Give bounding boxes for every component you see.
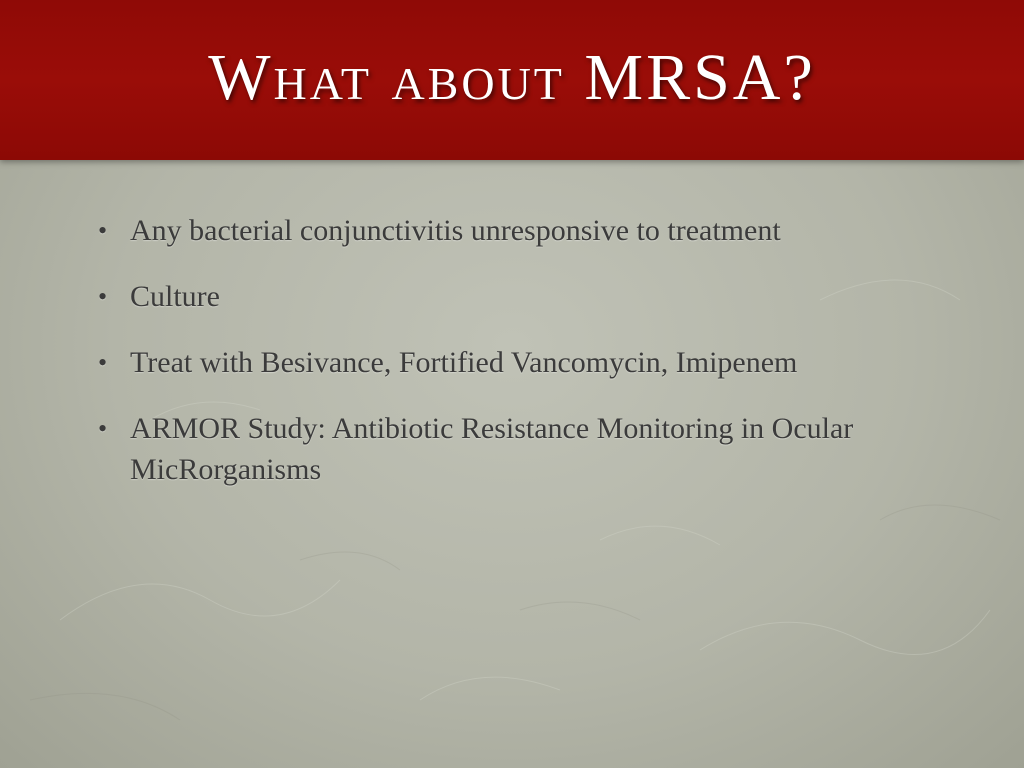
- bullet-list: [98, 210, 938, 515]
- bullet-text: Treat with Besivance, Fortified Vancomycin, Imipenem: [130, 346, 798, 379]
- bullet-text: Culture: [130, 280, 220, 313]
- bullet-text: Any bacterial conjunctivitis unresponsive to treatment: [130, 214, 781, 247]
- bullet-item: [98, 276, 938, 317]
- bullet-marker: •: [98, 216, 108, 245]
- bullet-item: [98, 408, 938, 490]
- bullet-item: [98, 210, 938, 251]
- bullet-item: [98, 342, 938, 383]
- title-band: [0, 0, 1024, 160]
- bullet-marker: •: [98, 282, 108, 311]
- slide-title: What about MRSA?: [208, 41, 816, 114]
- bullet-marker: •: [98, 348, 108, 377]
- bullet-text: ARMOR Study: Antibiotic Resistance Monitoring in Ocular MicRorganisms: [130, 412, 854, 486]
- bullet-marker: •: [98, 414, 108, 443]
